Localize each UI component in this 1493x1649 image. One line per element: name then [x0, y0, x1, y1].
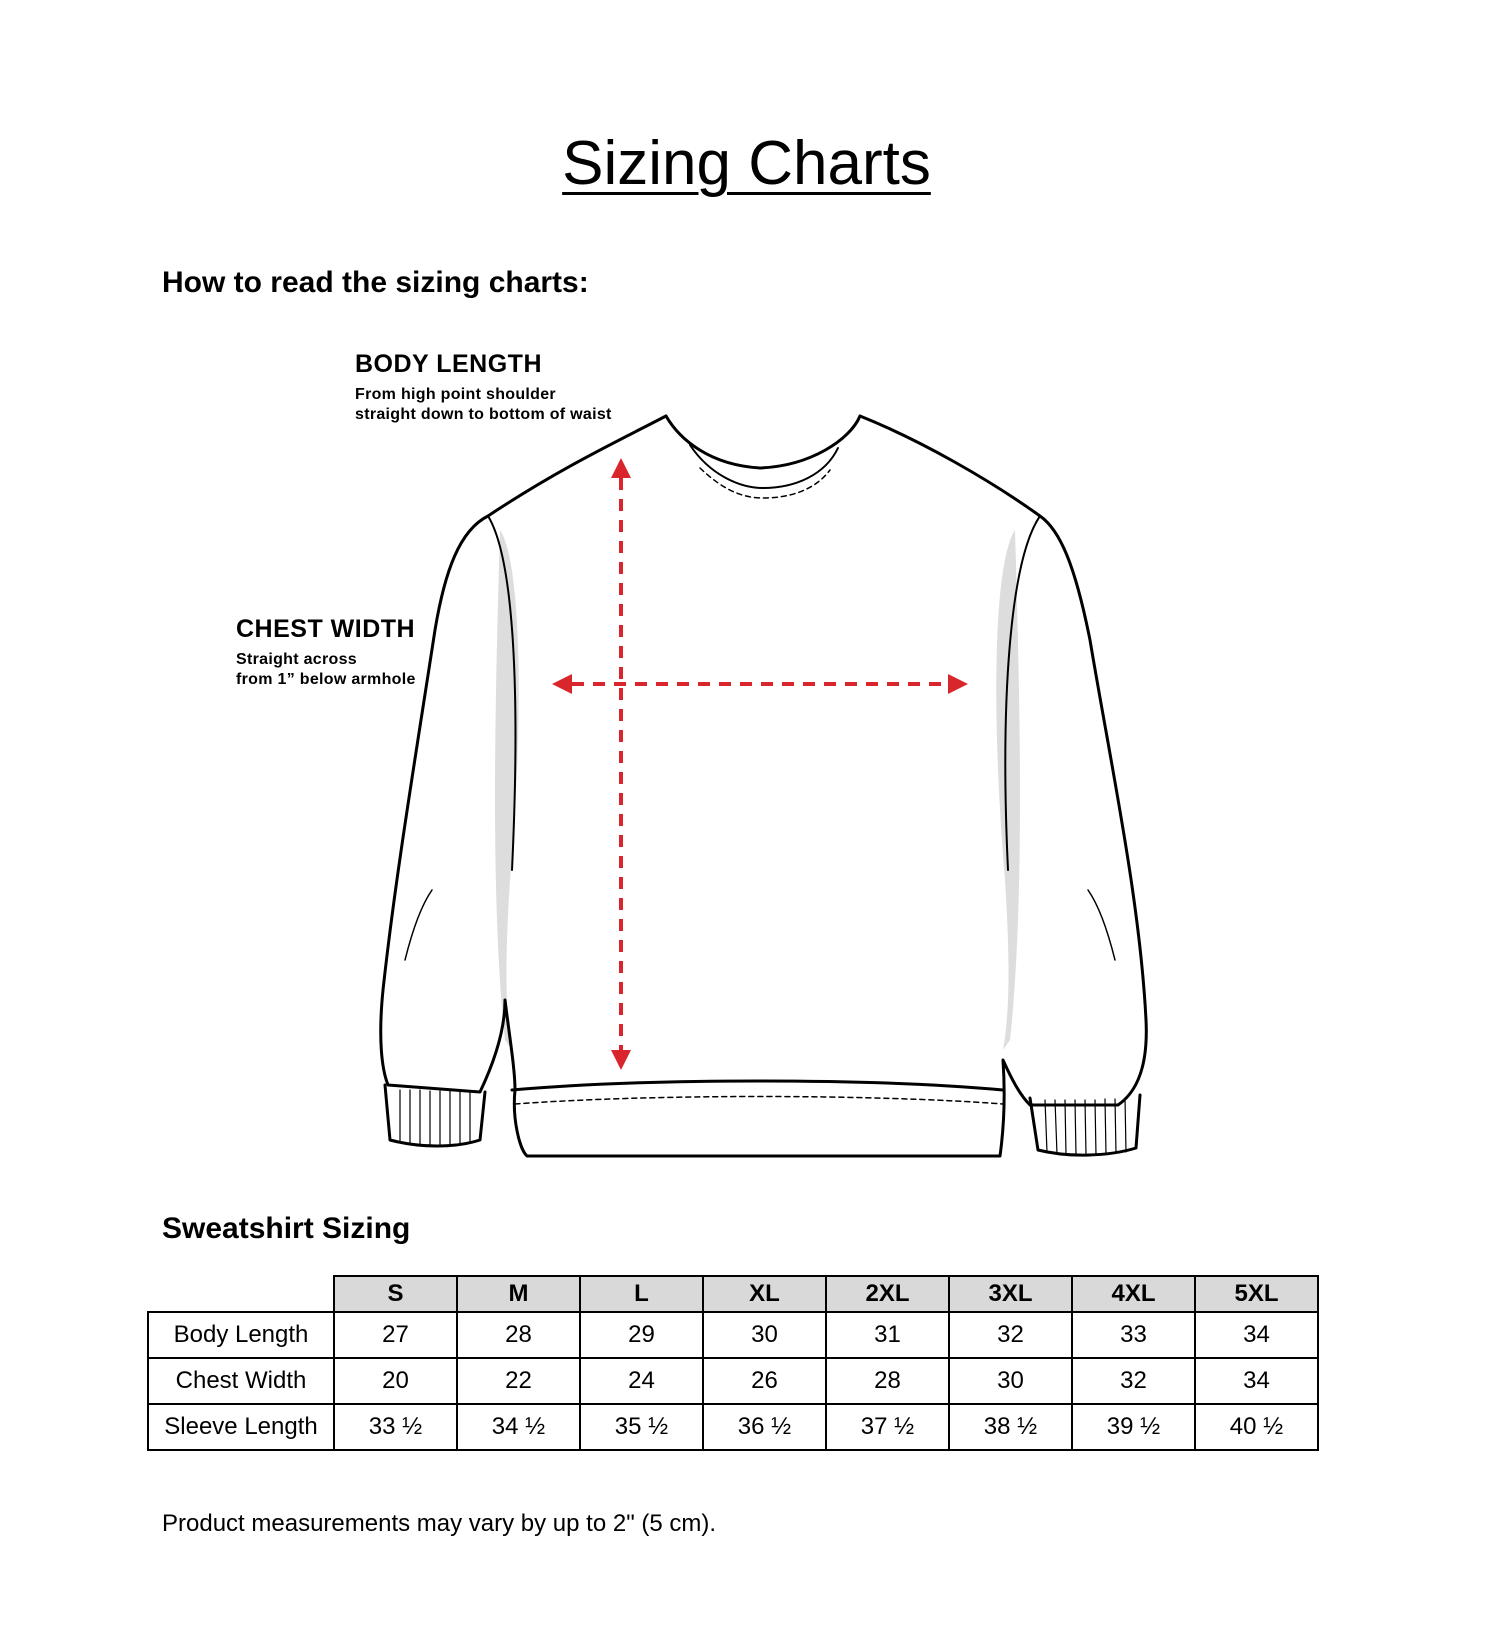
table-cell: 35 ½: [580, 1404, 703, 1450]
table-cell: 40 ½: [1195, 1404, 1318, 1450]
chest-width-desc-1: Straight across: [236, 651, 357, 668]
page-title: Sizing Charts: [562, 129, 931, 198]
row-label: Sleeve Length: [148, 1404, 334, 1450]
table-cell: 29: [580, 1312, 703, 1358]
body-length-desc-2: straight down to bottom of waist: [355, 406, 612, 423]
body-length-arrow-bottom: [611, 1050, 631, 1070]
table-cell: 34 ½: [457, 1404, 580, 1450]
table-cell: 22: [457, 1358, 580, 1404]
measurement-arrows: [552, 458, 968, 1070]
table-cell: 30: [703, 1312, 826, 1358]
table-cell: 28: [826, 1358, 949, 1404]
size-header: 3XL: [949, 1276, 1072, 1312]
right-sleeve-fold: [1088, 890, 1115, 960]
table-title: Sweatshirt Sizing: [162, 1212, 411, 1245]
row-label: Body Length: [148, 1312, 334, 1358]
body-length-desc-1: From high point shoulder: [355, 386, 556, 403]
waistband-top: [512, 1081, 1003, 1090]
size-header: 2XL: [826, 1276, 949, 1312]
chest-width-arrow-left: [552, 674, 572, 694]
table-cell: 20: [334, 1358, 457, 1404]
chest-width-label: [236, 615, 416, 690]
table-cell: 32: [949, 1312, 1072, 1358]
table-cell: 33: [1072, 1312, 1195, 1358]
waistband-stitch: [515, 1097, 1003, 1105]
chest-width-desc-2: from 1” below armhole: [236, 671, 416, 688]
size-header: M: [457, 1276, 580, 1312]
size-header: 5XL: [1195, 1276, 1318, 1312]
neck-stitch: [700, 468, 830, 498]
table-cell: 38 ½: [949, 1404, 1072, 1450]
table-cell: 30: [949, 1358, 1072, 1404]
table-cell: 32: [1072, 1358, 1195, 1404]
size-header: 4XL: [1072, 1276, 1195, 1312]
table-cell: 36 ½: [703, 1404, 826, 1450]
table-row: [148, 1358, 1318, 1404]
table-cell: 33 ½: [334, 1404, 457, 1450]
table-cell: 28: [457, 1312, 580, 1358]
sizing-table: [147, 1275, 1319, 1451]
body-length-label: [355, 350, 612, 425]
chest-width-arrow-right: [948, 674, 968, 694]
right-side-shadow: [996, 530, 1020, 1050]
corner-cell: [148, 1276, 334, 1312]
chest-width-title: CHEST WIDTH: [236, 615, 416, 643]
size-header: S: [334, 1276, 457, 1312]
table-cell: 26: [703, 1358, 826, 1404]
body-length-arrow-top: [611, 458, 631, 478]
body-length-title: BODY LENGTH: [355, 350, 542, 378]
size-header: L: [580, 1276, 703, 1312]
size-header-row: [148, 1276, 1318, 1312]
how-to-read-heading: How to read the sizing charts:: [162, 266, 589, 299]
table-cell: 31: [826, 1312, 949, 1358]
table-row: [148, 1312, 1318, 1358]
right-cuff-ribs: [1045, 1098, 1126, 1155]
table-cell: 34: [1195, 1312, 1318, 1358]
left-cuff-ribs: [400, 1090, 470, 1146]
table-cell: 27: [334, 1312, 457, 1358]
size-header: XL: [703, 1276, 826, 1312]
table-cell: 37 ½: [826, 1404, 949, 1450]
table-cell: 39 ½: [1072, 1404, 1195, 1450]
measurement-note: Product measurements may vary by up to 2" (5 cm).: [162, 1510, 717, 1537]
row-label: Chest Width: [148, 1358, 334, 1404]
table-cell: 24: [580, 1358, 703, 1404]
left-sleeve-fold: [405, 890, 432, 960]
table-cell: 34: [1195, 1358, 1318, 1404]
table-row: [148, 1404, 1318, 1450]
